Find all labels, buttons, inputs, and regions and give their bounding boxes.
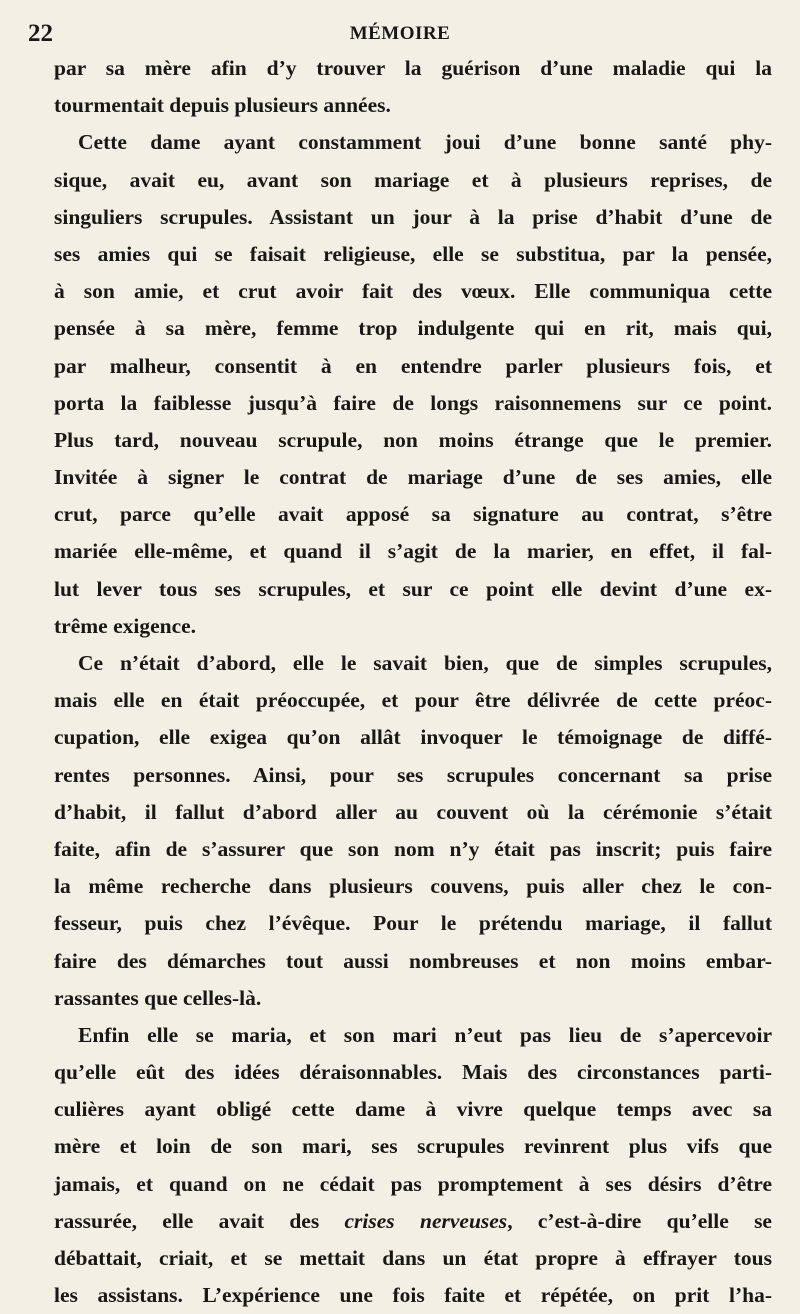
text-segment: rassurée, elle avait des xyxy=(54,1208,345,1233)
text-line: trême exigence. xyxy=(54,613,197,638)
text-line: lut lever tous ses scrupules, et sur ce point elle devint d’une ex- xyxy=(54,576,772,601)
text-line: singuliers scrupules. Assistant un jour à la prise d’habit d’une de xyxy=(54,204,772,229)
text-line: faite, afin de s’assurer que son nom n’y était pas inscrit; puis faire xyxy=(54,836,772,861)
text-line: Invitée à signer le contrat de mariage d’une de ses amies, elle xyxy=(54,465,772,490)
text-line: faire des démarches tout aussi nombreuses et non moins embar- xyxy=(54,948,772,973)
text-line: à son amie, et crut avoir fait des vœux. Elle communiqua cette xyxy=(54,279,772,304)
text-line: ses amies qui se faisait religieuse, elle se substitua, par la pensée, xyxy=(54,241,772,266)
text-line: d’habit, il fallut d’abord aller au couvent où la cérémonie s’était xyxy=(54,799,772,824)
text-line-with-italic xyxy=(54,1203,772,1240)
text-line: mariée elle-même, et quand il s’agit de la marier, en effet, il fal- xyxy=(54,539,772,564)
body-text xyxy=(54,50,772,1314)
text-line: jamais, et quand on ne cédait pas promptement à ses désirs d’être xyxy=(54,1171,772,1196)
text-line: les assistans. L’expérience une fois faite et répétée, on prit l’ha- xyxy=(54,1283,772,1308)
page-header xyxy=(28,20,772,50)
text-line: rassantes que celles-là. xyxy=(54,985,262,1010)
text-line: cupation, elle exigea qu’on allât invoquer le témoignage de diffé- xyxy=(54,725,772,750)
paragraph-start-line: Enfin elle se maria, et son mari n’eut pas lieu de s’apercevoir xyxy=(78,1022,772,1047)
text-line: la même recherche dans plusieurs couvens, puis aller chez le con- xyxy=(54,874,772,899)
text-line: Plus tard, nouveau scrupule, non moins étrange que le premier. xyxy=(54,427,772,452)
text-line: crut, parce qu’elle avait apposé sa signature au contrat, s’être xyxy=(54,502,772,527)
text-line: qu’elle eût des idées déraisonnables. Mais des circonstances parti- xyxy=(54,1060,772,1085)
running-title: MÉMOIRE xyxy=(349,23,451,44)
text-line: débattait, criait, et se mettait dans un état propre à effrayer tous xyxy=(54,1246,772,1270)
text-line: mais elle en était préoccupée, et pour être délivrée de cette préoc- xyxy=(54,688,772,713)
paragraph-start-line: Ce n’était d’abord, elle le savait bien, que de simples scrupules, xyxy=(78,651,772,675)
text-line: fesseur, puis chez l’évêque. Pour le prétendu mariage, il fallut xyxy=(54,911,772,936)
paragraph-start-line: Cette dame ayant constamment joui d’une bonne santé phy- xyxy=(78,130,772,155)
text-line: par malheur, consentit à en entendre parler plusieurs fois, et xyxy=(54,353,772,378)
text-line: rentes personnes. Ainsi, pour ses scrupules concernant sa prise xyxy=(54,762,772,787)
page-number: 22 xyxy=(28,20,53,47)
text-line: mère et loin de son mari, ses scrupules revinrent plus vifs que xyxy=(54,1134,772,1159)
text-line: pensée à sa mère, femme trop indulgente qui en rit, mais qui, xyxy=(54,316,772,341)
text-line: tourmentait depuis plusieurs années. xyxy=(54,93,391,118)
italic-phrase: crises nerveuses xyxy=(344,1208,508,1233)
text-line: porta la faiblesse jusqu’à faire de longs raisonnemens sur ce point. xyxy=(54,390,772,415)
text-line: sique, avait eu, avant son mariage et à plusieurs reprises, de xyxy=(54,167,772,192)
text-segment: , c’est-à-dire qu’elle se xyxy=(507,1208,772,1233)
text-line: culières ayant obligé cette dame à vivre quelque temps avec sa xyxy=(54,1097,772,1122)
text-line: par sa mère afin d’y trouver la guérison d’une maladie qui la xyxy=(54,56,772,80)
